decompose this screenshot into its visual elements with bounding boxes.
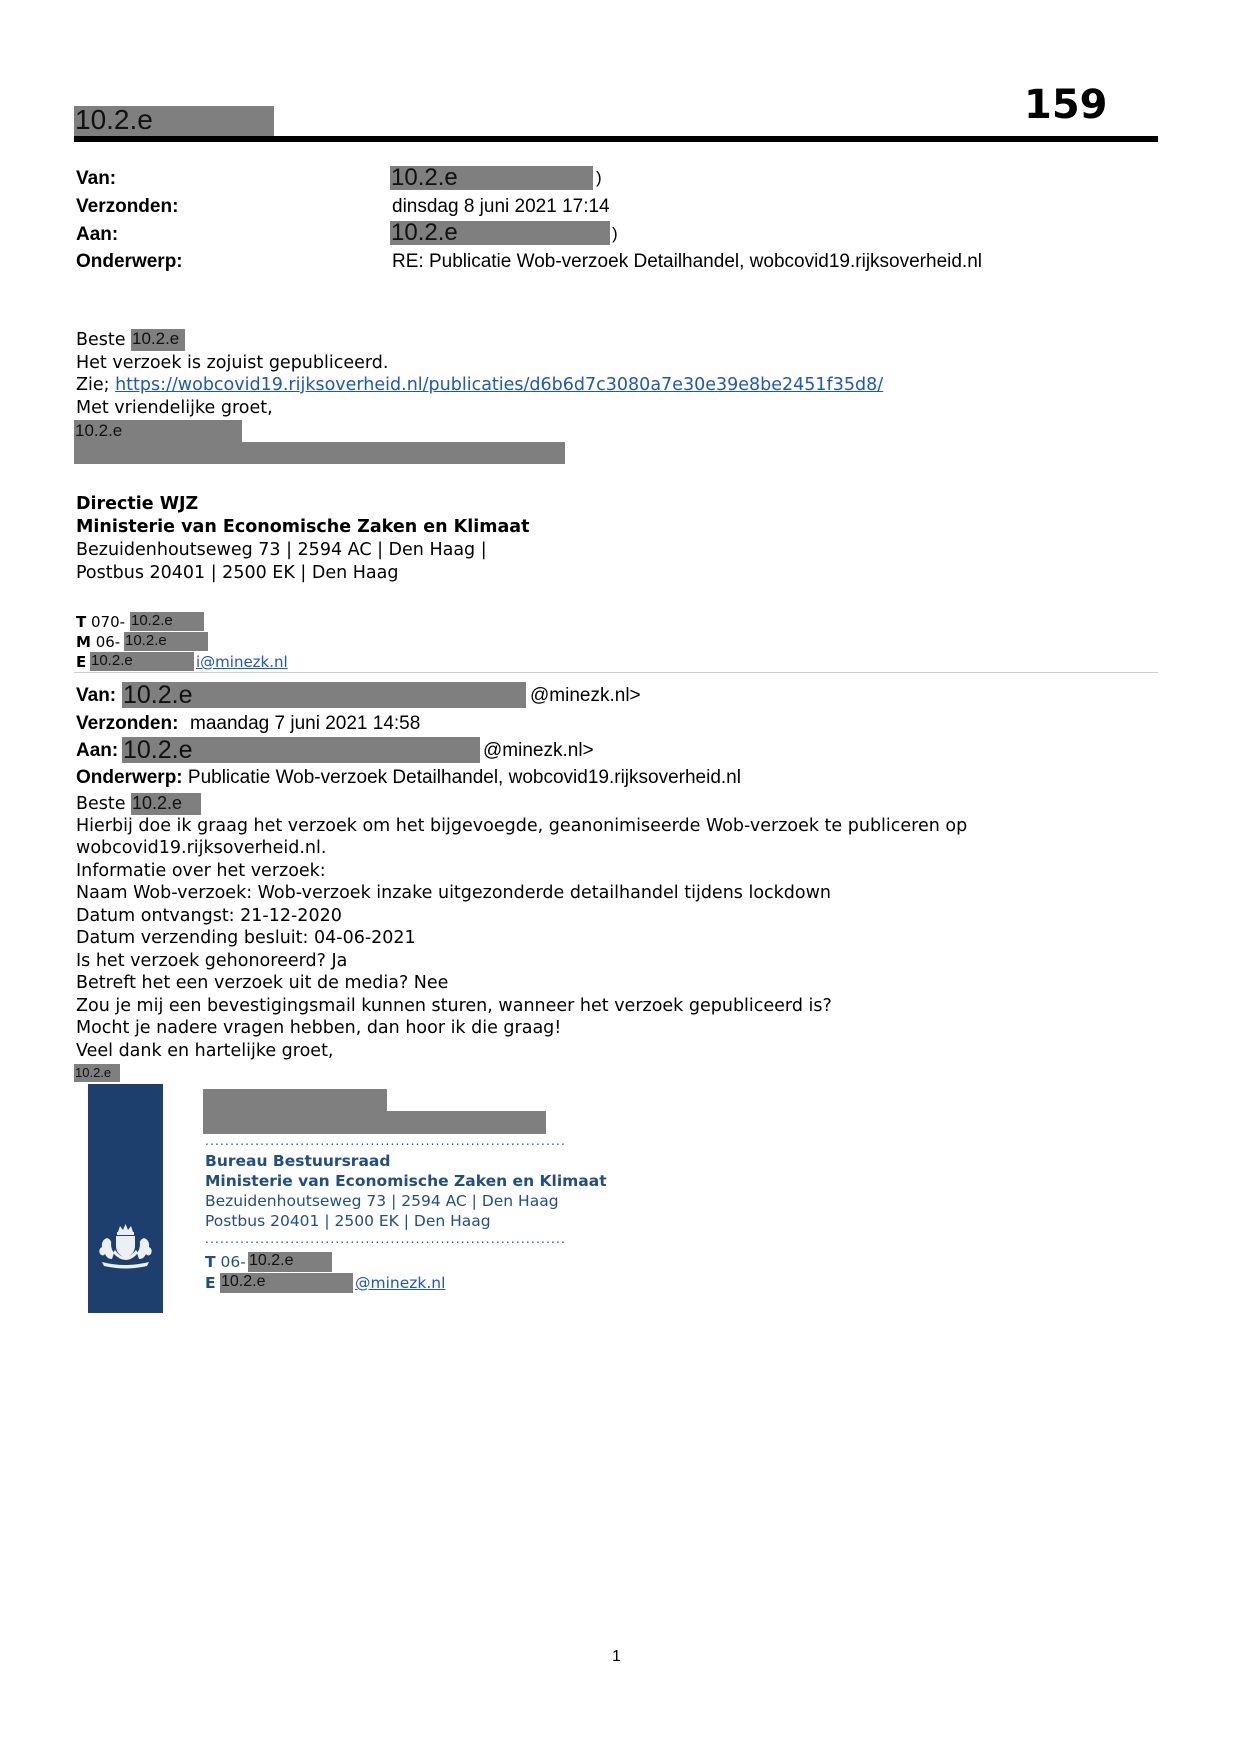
sig-address: Postbus 20401 | 2500 EK | Den Haag xyxy=(205,1212,491,1230)
body-line: Veel dank en hartelijke groet, xyxy=(76,1041,334,1061)
redaction-code: 10.2.e xyxy=(391,164,458,191)
redaction-code: 10.2.e xyxy=(91,652,133,669)
email-address-link[interactable]: i@minezk.nl xyxy=(196,653,288,671)
verzonden-value: dinsdag 8 juni 2021 17:14 xyxy=(392,196,610,217)
header-rule xyxy=(74,136,1158,142)
body-line: Datum verzending besluit: 04-06-2021 xyxy=(76,928,416,948)
t-label: T xyxy=(205,1253,216,1271)
van-suffix: @minezk.nl> xyxy=(530,685,641,706)
dotted-rule: ........................................................................ xyxy=(205,1134,567,1148)
verzonden-label: Verzonden: xyxy=(76,196,179,217)
sig-dept: Bureau Bestuursraad xyxy=(205,1152,391,1170)
link-line xyxy=(76,375,883,395)
phone-prefix: 06- xyxy=(220,1253,246,1271)
phone-line xyxy=(76,613,125,631)
body-line: wobcovid19.rijksoverheid.nl. xyxy=(76,838,327,858)
body-line: Zou je mij een bevestigingsmail kunnen sturen, wanneer het verzoek gepubliceerd is? xyxy=(76,996,832,1016)
body-line: Hierbij doe ik graag het verzoek om het bijgevoegde, geanonimiseerde Wob-verzoek te publiceren op xyxy=(76,816,968,836)
royal-coat-of-arms-icon xyxy=(88,1084,163,1313)
onderwerp-label: Onderwerp: xyxy=(76,767,183,788)
aan-suffix: ) xyxy=(612,224,618,243)
email-line xyxy=(76,653,86,671)
van-suffix: ) xyxy=(596,168,602,187)
body-line: Naam Wob-verzoek: Wob-verzoek inzake uitgezonderde detailhandel tijdens lockdown xyxy=(76,883,832,903)
body-line: Het verzoek is zojuist gepubliceerd. xyxy=(76,353,389,373)
org-address: Bezuidenhoutseweg 73 | 2594 AC | Den Haag | xyxy=(76,540,487,560)
redaction-code: 10.2.e xyxy=(75,421,123,440)
closing: Met vriendelijke groet, xyxy=(76,398,273,418)
rijksoverheid-logo xyxy=(88,1084,163,1313)
footer-page-number: 1 xyxy=(612,1648,621,1665)
onderwerp-value: Publicatie Wob-verzoek Detailhandel, wobcovid19.rijksoverheid.nl xyxy=(187,767,741,788)
onderwerp-label: Onderwerp: xyxy=(76,251,183,272)
redaction-code: 10.2.e xyxy=(125,632,167,649)
sig-phone-line xyxy=(205,1253,246,1271)
aan-label: Aan: xyxy=(76,224,119,245)
redaction-box xyxy=(203,1089,387,1111)
separator-line xyxy=(74,672,1158,673)
body-line: Datum ontvangst: 21-12-2020 xyxy=(76,906,342,926)
greeting: Beste xyxy=(76,330,126,350)
van-label: Van: xyxy=(76,168,117,189)
redaction-code: 10.2.e xyxy=(123,681,193,709)
sig-email-line xyxy=(205,1274,216,1292)
e-label: E xyxy=(205,1274,216,1292)
sig-address: Bezuidenhoutseweg 73 | 2594 AC | Den Haag xyxy=(205,1192,559,1210)
org-address: Postbus 20401 | 2500 EK | Den Haag xyxy=(76,563,399,583)
m-label: M xyxy=(76,633,91,651)
org-name: Ministerie van Economische Zaken en Klimaat xyxy=(76,517,530,537)
org-dept: Directie WJZ xyxy=(76,494,199,514)
redaction-box xyxy=(74,442,565,464)
body-line: Mocht je nadere vragen hebben, dan hoor ik die graag! xyxy=(76,1018,562,1038)
mobile-line xyxy=(76,633,120,651)
redaction-code: 10.2.e xyxy=(123,736,193,764)
link-prefix: Zie; xyxy=(76,375,116,395)
redaction-code: 10.2.e xyxy=(249,1252,294,1269)
e-label: E xyxy=(76,653,87,671)
onderwerp-line xyxy=(76,767,741,789)
mobile-prefix: 06- xyxy=(95,633,121,651)
redaction-code: 10.2.e xyxy=(75,104,153,135)
verzonden-value: maandag 7 juni 2021 14:58 xyxy=(190,713,421,734)
redaction-code: 10.2.e xyxy=(131,612,173,629)
publication-link[interactable]: https://wobcovid19.rijksoverheid.nl/publicaties/d6b6d7c3080a7e30e39e8be2451f35d8/ xyxy=(115,375,884,395)
van-label: Van: xyxy=(76,685,117,706)
redaction-code: 10.2.e xyxy=(75,1065,112,1080)
dotted-rule: ........................................................................ xyxy=(205,1232,567,1246)
body-line: Informatie over het verzoek: xyxy=(76,861,326,881)
sig-org: Ministerie van Economische Zaken en Klimaat xyxy=(205,1172,607,1190)
sig-email-link[interactable]: @minezk.nl xyxy=(355,1274,446,1292)
t-label: T xyxy=(76,613,87,631)
redaction-code: 10.2.e xyxy=(391,219,458,246)
phone-prefix: 070- xyxy=(91,613,126,631)
greeting: Beste xyxy=(76,794,126,814)
verzonden-label: Verzonden: xyxy=(76,713,179,734)
redaction-code: 10.2.e xyxy=(221,1273,266,1290)
onderwerp-value: RE: Publicatie Wob-verzoek Detailhandel, wobcovid19.rijksoverheid.nl xyxy=(392,251,983,272)
redaction-box xyxy=(203,1111,546,1134)
page-number-top: 159 xyxy=(1024,82,1108,128)
aan-suffix: @minezk.nl> xyxy=(483,740,594,761)
aan-label: Aan: xyxy=(76,740,119,761)
redaction-code: 10.2.e xyxy=(132,329,180,348)
body-line: Betreft het een verzoek uit de media? Nee xyxy=(76,973,449,993)
redaction-code: 10.2.e xyxy=(132,793,183,813)
body-line: Is het verzoek gehonoreerd? Ja xyxy=(76,951,348,971)
